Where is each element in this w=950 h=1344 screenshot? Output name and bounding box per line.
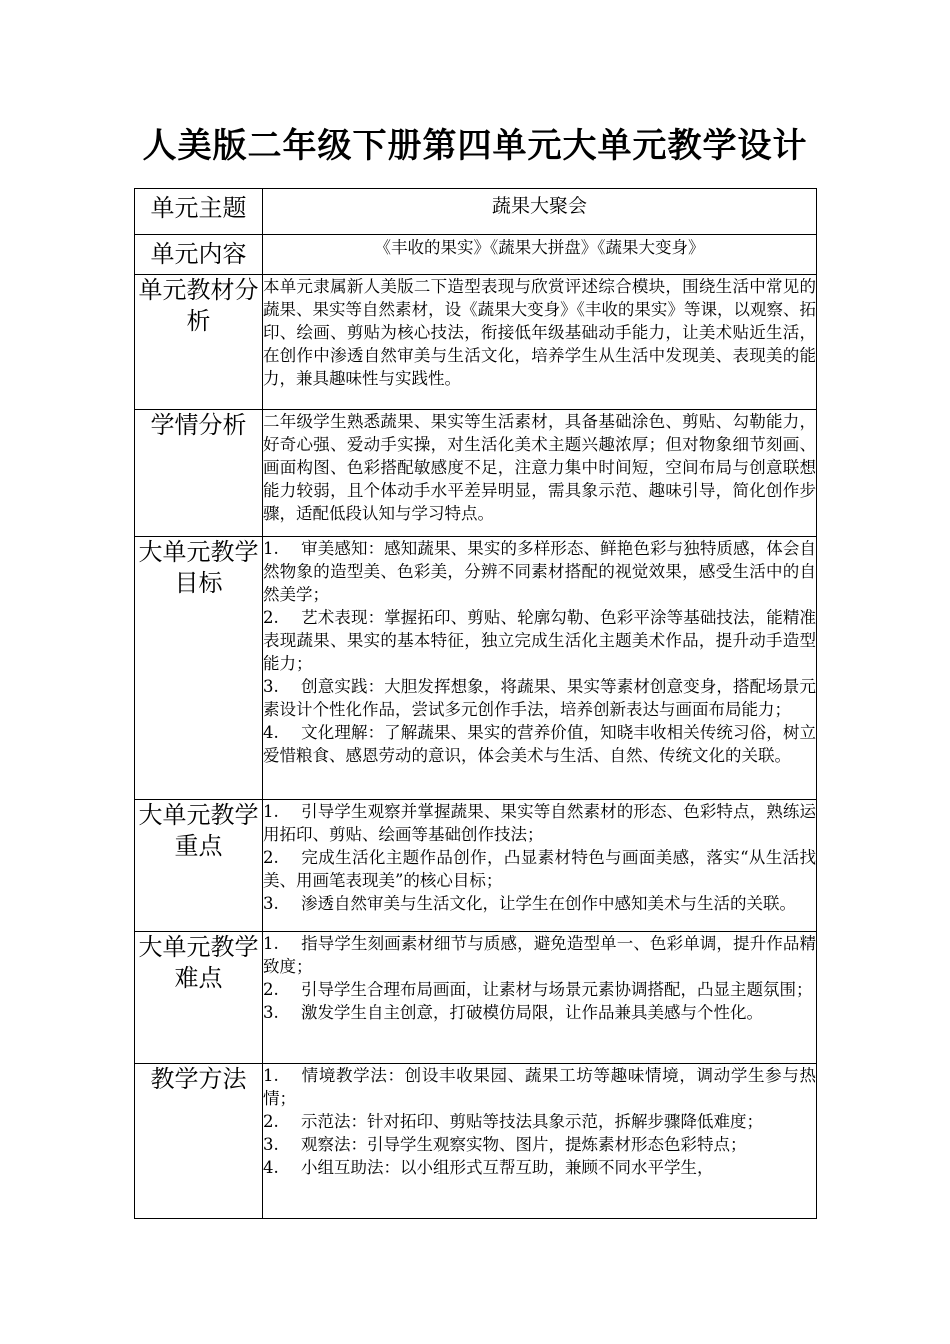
methods-list	[263, 1064, 817, 1219]
list-item: 2. 完成生活化主题作品创作，凸显素材特色与画面美感，落实“从生活找美、用画笔表现美”的核心目标；	[263, 848, 816, 890]
unit-design-table	[134, 188, 817, 1219]
row-label: 大单元教学难点	[135, 932, 263, 1064]
table-row-difficulties	[135, 932, 817, 1064]
row-label: 大单元教学目标	[135, 537, 263, 800]
table-row-theme	[135, 189, 817, 235]
table-row-keypoints	[135, 800, 817, 932]
difficulties-list	[263, 932, 817, 1064]
student-analysis-text: 二年级学生熟悉蔬果、果实等生活素材，具备基础涂色、剪贴、勾勒能力，好奇心强、爱动手实操，对生活化美术主题兴趣浓厚；但对物象细节刻画、画面构图、色彩搭配敏感度不足，注意力集中时间短，空间布局与创意联想能力较弱，且个体动手水平差异明显，需具象示范、趣味引导，简化创作步骤，适配低段认知与学习特点。	[263, 410, 817, 537]
material-analysis-text: 本单元隶属新人美版二下造型表现与欣赏评述综合模块，围绕生活中常见的蔬果、果实等自然素材，设《蔬果大变身》《丰收的果实》等课，以观察、拓印、绘画、剪贴为核心技法，衔接低年级基础动手能力，让美术贴近生活，在创作中渗透自然审美与生活文化，培养学生从生活中发现美、表现美的能力，兼具趣味性与实践性。	[263, 275, 817, 410]
table-row-students	[135, 410, 817, 537]
list-item: 1. 指导学生刻画素材细节与质感，避免造型单一、色彩单调，提升作品精致度；	[263, 934, 816, 976]
list-item: 3. 观察法：引导学生观察实物、图片，提炼素材形态色彩特点；	[263, 1135, 747, 1154]
row-label: 学情分析	[135, 410, 263, 537]
list-item: 1. 审美感知：感知蔬果、果实的多样形态、鲜艳色彩与独特质感，体会自然物象的造型美、色彩美，分辨不同素材搭配的视觉效果，感受生活中的自然美学；	[263, 539, 816, 604]
list-item: 3. 激发学生自主创意，打破模仿局限，让作品兼具美感与个性化。	[263, 1003, 763, 1022]
list-item: 1. 情境教学法：创设丰收果园、蔬果工坊等趣味情境，调动学生参与热情；	[263, 1066, 816, 1108]
goals-list	[263, 537, 817, 800]
table-row-material	[135, 275, 817, 410]
table-row-goals	[135, 537, 817, 800]
document-title: 人美版二年级下册第四单元大单元教学设计	[142, 126, 808, 166]
table-row-content	[135, 235, 817, 275]
unit-theme-value: 蔬果大聚会	[263, 189, 817, 235]
row-label: 大单元教学重点	[135, 800, 263, 932]
list-item: 2. 引导学生合理布局画面，让素材与场景元素协调搭配，凸显主题氛围；	[263, 980, 813, 999]
list-item: 2. 示范法：针对拓印、剪贴等技法具象示范，拆解步骤降低难度；	[263, 1112, 763, 1131]
table-row-methods	[135, 1064, 817, 1219]
list-item: 1. 引导学生观察并掌握蔬果、果实等自然素材的形态、色彩特点，熟练运用拓印、剪贴、绘画等基础创作技法；	[263, 802, 816, 844]
row-label: 教学方法	[135, 1064, 263, 1219]
row-label: 单元教材分析	[135, 275, 263, 410]
keypoints-list	[263, 800, 817, 932]
row-label: 单元主题	[135, 189, 263, 235]
list-item: 3. 渗透自然审美与生活文化，让学生在创作中感知美术与生活的关联。	[263, 894, 796, 913]
row-label: 单元内容	[135, 235, 263, 275]
unit-content-value: 《丰收的果实》《蔬果大拼盘》《蔬果大变身》	[263, 235, 817, 275]
list-item: 3. 创意实践：大胆发挥想象，将蔬果、果实等素材创意变身，搭配场景元素设计个性化作品，尝试多元创作手法，培养创新表达与画面布局能力；	[263, 677, 816, 719]
list-item: 2. 艺术表现：掌握拓印、剪贴、轮廓勾勒、色彩平涂等基础技法，能精准表现蔬果、果实的基本特征，独立完成生活化主题美术作品，提升动手造型能力；	[263, 608, 816, 673]
list-item: 4. 小组互助法：以小组形式互帮互助，兼顾不同水平学生，	[263, 1158, 714, 1177]
list-item: 4. 文化理解：了解蔬果、果实的营养价值，知晓丰收相关传统习俗，树立爱惜粮食、感恩劳动的意识，体会美术与生活、自然、传统文化的关联。	[263, 723, 816, 765]
